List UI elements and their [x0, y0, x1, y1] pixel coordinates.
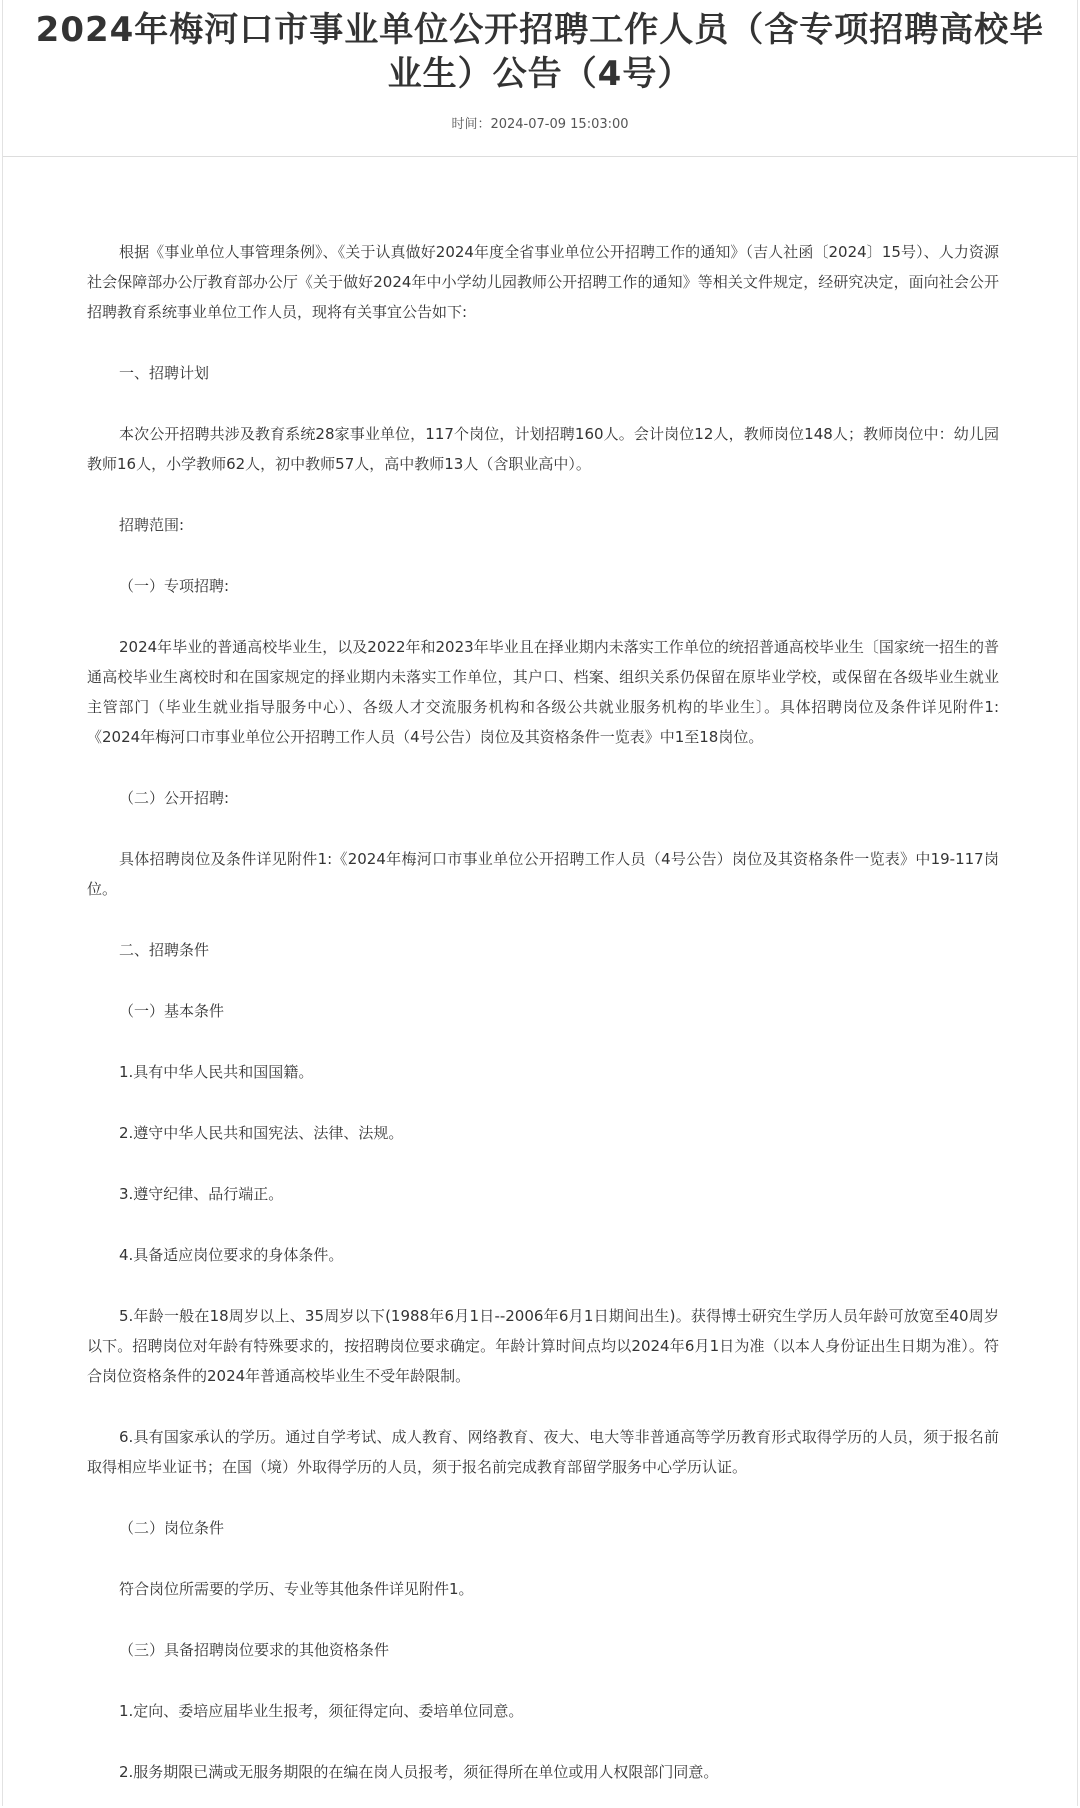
- special-paragraph: 2024年毕业的普通高校毕业生，以及2022年和2023年毕业且在择业期内未落实工作单位的统招普通高校毕业生〔国家统一招生的普通高校毕业生离校时和在国家规定的择业期内未落实工作单位，其户口、档案、组织关系仍保留在原毕业学校，或保留在各级毕业生就业主管部门（毕业生就业指导服务中心）、各级人才交流服务机构和各级公共就业服务机构的毕业生〕。具体招聘岗位及条件详见附件1:《2024年梅河口市事业单位公开招聘工作人员（4号公告）岗位及其资格条件一览表》中1至18岗位。: [87, 638, 999, 746]
- condition-item-1: 1.具有中华人民共和国国籍。: [119, 1063, 314, 1081]
- subheading-other: （三）具备招聘岗位要求的其他资格条件: [119, 1641, 390, 1659]
- condition-item-4: 4.具备适应岗位要求的身体条件。: [119, 1246, 344, 1264]
- condition-item-6: 6.具有国家承认的学历。通过自学考试、成人教育、网络教育、夜大、电大等非普通高等学历教育形式取得学历的人员，须于报名前取得相应毕业证书；在国（境）外取得学历的人员，须于报名前完成教育部留学服务中心学历认证。: [87, 1428, 999, 1476]
- subheading-public: （二）公开招聘:: [119, 789, 230, 807]
- condition-item-2: 2.遵守中华人民共和国宪法、法律、法规。: [119, 1124, 404, 1142]
- other-item-2: 2.服务期限已满或无服务期限的在编在岗人员报考，须征得所在单位或用人权限部门同意。: [119, 1763, 719, 1781]
- subheading-position: （二）岗位条件: [119, 1519, 225, 1537]
- subheading-special: （一）专项招聘:: [119, 577, 230, 595]
- section-heading-conditions: 二、招聘条件: [119, 941, 210, 959]
- other-item-1: 1.定向、委培应届毕业生报考，须征得定向、委培单位同意。: [119, 1702, 524, 1720]
- intro-paragraph: 根据《事业单位人事管理条例》、《关于认真做好2024年度全省事业单位公开招聘工作的通知》（吉人社函〔2024〕15号）、人力资源社会保障部办公厅教育部办公厅《关于做好2024年中小学幼儿园教师公开招聘工作的通知》等相关文件规定，经研究决定，面向社会公开招聘教育系统事业单位工作人员，现将有关事宜公告如下:: [87, 243, 999, 321]
- condition-item-5: 5.年龄一般在18周岁以上、35周岁以下(1988年6月1日--2006年6月1日期间出生)。获得博士研究生学历人员年龄可放宽至40周岁以下。招聘岗位对年龄有特殊要求的，按招聘岗位要求确定。年龄计算时间点均以2024年6月1日为准（以本人身份证出生日期为准）。符合岗位资格条件的2024年普通高校毕业生不受年龄限制。: [87, 1307, 999, 1385]
- article-body: [3, 157, 1077, 1787]
- plan-paragraph: 本次公开招聘共涉及教育系统28家事业单位，117个岗位，计划招聘160人。会计岗位12人，教师岗位148人；教师岗位中：幼儿园教师16人，小学教师62人，初中教师57人，高中教师13人（含职业高中）。: [87, 425, 999, 473]
- section-heading-plan: 一、招聘计划: [119, 364, 210, 382]
- article-title: 2024年梅河口市事业单位公开招聘工作人员（含专项招聘高校毕业生）公告（4号）: [35, 10, 1045, 94]
- subheading-basic: （一）基本条件: [119, 1002, 225, 1020]
- public-paragraph: 具体招聘岗位及条件详见附件1:《2024年梅河口市事业单位公开招聘工作人员（4号公告）岗位及其资格条件一览表》中19-117岗位。: [87, 850, 999, 898]
- publish-time-label: 时间：: [451, 117, 491, 132]
- publish-time-value: 2024-07-09 15:03:00: [490, 117, 629, 132]
- publish-time: [21, 116, 1059, 134]
- article-header: [3, 8, 1077, 134]
- condition-item-3: 3.遵守纪律、品行端正。: [119, 1185, 284, 1203]
- scope-heading: 招聘范围:: [119, 516, 185, 534]
- position-paragraph: 符合岗位所需要的学历、专业等其他条件详见附件1。: [119, 1580, 474, 1598]
- article-page: [2, 0, 1078, 1806]
